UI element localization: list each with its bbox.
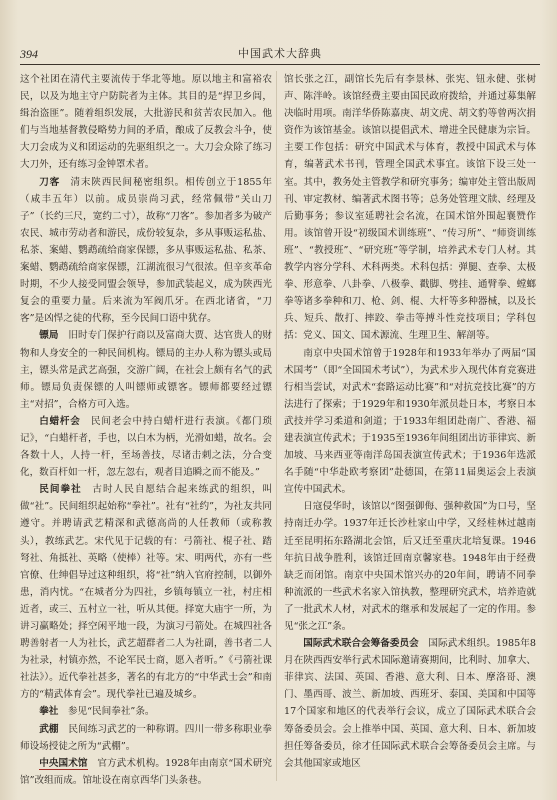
entry-headword: 国际武术联合会筹备委员会 (303, 638, 419, 650)
entry-headword: 镖局 (39, 330, 59, 342)
column-divider (276, 71, 277, 781)
entry-text: 官方武术机构。1928年由南京“国术研究馆”改组而成。馆址设在南京西华门头条巷。 (20, 757, 273, 786)
dictionary-entry (20, 703, 272, 720)
dictionary-entry (20, 755, 272, 789)
dictionary-entry (284, 345, 536, 499)
dictionary-entry (284, 635, 536, 772)
entry-headword: 拳社 (39, 706, 59, 718)
entry-headword: 刀客 (39, 176, 61, 188)
entry-text: 馆长张之江，副馆长先后有李景林、张宪、钮永健、张树声、陈泮岭。该馆经费主要由国民政府拨给，并通过募集解决临时用项。南洋华侨陈嘉庚、胡文虎、胡文豹等曾两次捐资作为该馆基金。该馆以提倡武术、增进全民健康为宗旨。主要工作包括：研究中国武术与体育，教授中国武术与体育，编著武术书刊，管理全国武术事宜。该馆下设三处一室。其中，教务处主管教学和研究事务；编审处主管出版周刊、审定教材、编著武术图书等；总务处管理文牍、经理及后勤事务；参议室延聘社会名流，在国术馆外围起襄赞作用。该馆曾开设“初级国术训练班”、“传习所”、“师资训练班”、“教授班”、“研究班”等学制，培养武术专门人材。其教学内容分学科、术科两类。术科包括：弹腿、查拳、太极拳、形意拳、八卦拳、八极拳、戳脚、劈挂、通臂拳、螳螂拳等诸多拳种和刀、枪、剑、棍、大杆等多种器械，以及长兵、短兵、散打、摔跤、拳击等搏斗性竞技项目；学科包括：党义、国文、国术源流、生理卫生、解剖等。 (284, 74, 536, 342)
entry-text: 清末陕西民间秘密组织。相传创立于1855年（咸丰五年）以前。成员崇尚习武，经常佩带“关山刀子”（长约三尺，宽约二寸），故称“刀客”。参加者多为破产农民、城市劳动者和游民，成份较复杂，多从事贩运私盐、私茶、案蜡、鹦鹉疏给商家保镖，多从事贩运私盐、私茶、案蜡、鹦鹉疏给商家保镖，江湖流很习气很浓。但辛亥革命时期，不少人接受同盟会领导，参加武装起义，成为陕西光复会的重要力量。后来流为军阀爪牙。在西北诸省，“刀客”是凶悍之徒的代称，至今民间口语中犹存。 (20, 176, 272, 325)
dictionary-entry (284, 71, 536, 345)
page-header (20, 46, 540, 62)
entry-headword: 白蜡杆会 (39, 415, 81, 427)
running-title: 中国武术大辞典 (238, 47, 322, 60)
dictionary-entry (20, 721, 272, 755)
entry-text: 参见“民间拳社”条。 (67, 706, 155, 718)
dictionary-entry (20, 327, 272, 412)
entry-text: 国际武术组织。1985年8月在陕西西安举行武术国际邀请赛期间，比利时、加拿大、菲律宾、法国、英国、香港、意大利、日本、摩洛哥、澳门、墨西哥、波兰、新加坡、西班牙、泰国、美国和中国等17个国家和地区的代表举行会议，成立了国际武术联合会筹备委员会。会上推举中国、英国、意大利、日本、新加坡担任筹备委员，徐才任国际武术联合会筹备委员会主席。与会其他国家或地区 (284, 638, 537, 769)
dictionary-entry (20, 71, 272, 174)
dictionary-entry (20, 481, 272, 703)
dictionary-entry (20, 413, 272, 481)
entry-text: 民间练习武艺的一种称谓。四川一带多称职业拳师设场授徒之所为“武棚”。 (20, 723, 273, 752)
entry-headword: 武棚 (39, 723, 59, 735)
entry-text: 这个社团在清代主要流传于华北等地。原以地主和富裕农民，以及为地主守户防院者为主体。其目的是“捍卫乡闾，缉治盗匪”。随着组织发展，大批游民和贫苦农民加入。他们与当地基督教侵略势力间的矛盾，酿成了反教会斗争，使大刀会成为义和团运动的先驱组织之一。大刀会众除了练习大刀外，还有练习金钟罩术者。 (20, 74, 272, 171)
header-rule (20, 64, 540, 65)
entry-text: 南京中央国术馆曾于1928年和1933年举办了两届“国术国考”（即“全国国术考试”），为武术步入现代体育竞赛进行相当尝试，对武术“套路运动比赛”和“对抗竞技比赛”的方法进行了探索；于1929年和1930年派员赴日本，考察日本武技并学习柔道和剑道；于1933年组团赴南广、香港、福建表演宣传武术；于1935至1936年间组团出访菲律宾、新加坡、马来西亚等南洋岛国表演宣传武术；于1936年选派名手随“中华赴欧考察团”赴德国，在第11届奥运会上表演宣传中国武术。 (284, 347, 536, 496)
dictionary-entry (20, 174, 272, 328)
page-number: 394 (20, 47, 38, 61)
entry-text: 民间老会中持白蜡杆进行表演。《都门琐记》，“白蜡杆者，手也，以白木为柄，光滑如蜡，故名。会各数十人，人持一杆，至场善技，尽诸击刺之法，分合变化，数百杆如一杆，忽左忽右，观者目追瞬之而不能及。” (20, 415, 273, 479)
dictionary-entry (284, 498, 536, 635)
entry-text: 日寇侵华时，该馆以“图强御侮、强种救国”为口号，坚持南迁办学。1937年迁长沙杜家山中学，又经桂林过越南迁至昆明拓东路湖北会馆，后又迁至重庆北培复课。1946年抗日战争胜利，该馆迁回南京馨家巷。1948年由于经费缺乏而闭馆。南京中央国术馆兴办的20年间，聘请不同拳种流派的一些武术名家入馆执教，整理研究武术，培养造就了一批武术人材，对武术的继承和发展起了一定的作用。参见“张之江”条。 (284, 501, 536, 632)
left-column (20, 71, 272, 789)
entry-headword: 民间拳社 (39, 484, 82, 496)
right-column (284, 71, 536, 772)
entry-headword: 中央国术馆 (39, 757, 88, 769)
entry-text: 旧时专门保护行商以及富商大贾、达官贵人的财物和人身安全的一种民间机构。镖局的主办人称为镖头或局主，镖头常是武艺高强，交游广阔，在社会上颇有名气的武师。镖局负责保镖的人叫镖师或镖客。镖师都要经过镖主“对招”，合格方可入选。 (20, 330, 273, 410)
entry-text: 古时人民自愿结合起来练武的组织，叫做“社”。民间组织起始称“拳社”。社有“社约”，为社友共同遵守。并聘请武艺精深和武德高尚的人任教师（或称教头），教练武艺。宋代见于记载的有：弓箭社、棍子社、踏弩社、角抵社、英略（使棒）社等。宋、明两代，亦有一些官僚、仕绅倡导过这种组织，将“社”纳入官府控制，以御外患，消内忧。“在城者分为四社，乡镇每镇立一社，村庄相近者，或三、五村立一社，听从其便。择宽大庙宇一所，为讲习赢略处；择空闲平地一段，为演习弓箭处。在城四社各聘善射者一人为社长，武艺超群者二人为社副，善书者二人为社录，村镇亦然，不论军民士商，愿入者听。”《弓箭社课社法》）。近代拳社甚多，著名的有北方的“中华武士会”和南方的“精武体育会”。现代拳社已遍及城乡。 (20, 484, 273, 701)
